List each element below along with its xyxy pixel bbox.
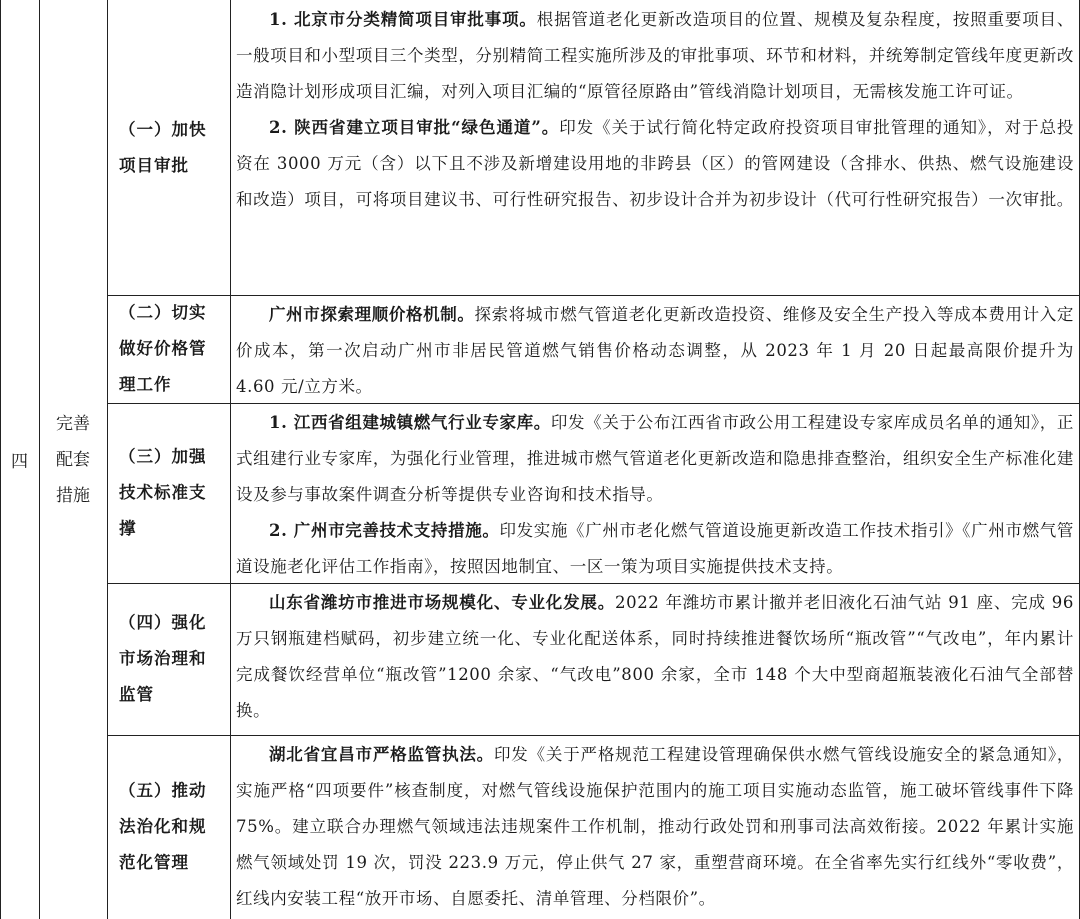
content-cell [230,295,1080,403]
paragraph [236,297,1074,405]
paragraph-text: 探索将城市燃气管道老化更新改造投资、维修及安全生产投入等成本费用计入定价成本，第一次启动广州市非居民管道燃气销售价格动态调整，从 2023 年 1 月 20 日起最高限价提升为 4.60 元/立方米。 [236,305,1075,396]
paragraph-lead: 湖北省宜昌市严格监管执法。 [269,745,494,764]
paragraph-lead: 2. 陕西省建立项目审批“绿色通道”。 [269,118,560,137]
paragraph-lead: 山东省潍坊市推进市场规模化、专业化发展。 [269,593,616,612]
subtitle-line: 撑 [119,519,137,538]
paragraph-text: 印发《关于公布江西省市政公用工程建设专家库成员名单的通知》，正式组建行业专家库，为强化行业管理，推进城市燃气管道老化更新改造和隐患排查整治，组织安全生产标准化建设及参与事故案件调查分析等提供专业咨询和技术指导。 [236,413,1074,504]
content-cell [230,403,1080,583]
content-cell [230,735,1080,919]
section-title-line: 措施 [56,485,90,506]
subtitle-line: （三）加强 [119,447,207,466]
paragraph-lead: 广州市探索理顺价格机制。 [269,305,475,324]
paragraph [236,513,1074,585]
paragraph-text: 印发《关于试行简化特定政府投资项目审批管理的通知》，对于总投资在 3000 万元（含）以下且不涉及新增建设用地的非跨县（区）的管网建设（含排水、供热、燃气设施建设和改造）项目，可将项目建议书、可行性研究报告、初步设计合并为初步设计（代可行性研究报告）一次审批。 [236,118,1075,209]
subtitle-line: （一）加快 [119,119,207,139]
paragraph [236,405,1074,513]
subtitle-cell [107,403,230,583]
subtitle-cell [107,735,230,919]
content-cell [230,583,1080,735]
subtitle-cell [107,0,230,295]
section-title [39,0,107,919]
subtitle-line: （五）推动 [119,781,207,800]
paragraph-text: 根据管道老化更新改造项目的位置、规模及复杂程度，按照重要项目、一般项目和小型项目三个类型，分别精简工程实施所涉及的审批事项、环节和材料，并统筹制定管线年度更新改造消隐计划形成项目汇编，对列入项目汇编的“原管径原路由”管线消隐计划项目，无需核发施工许可证。 [236,10,1074,101]
paragraph [236,110,1074,218]
subtitle-line: （四）强化 [119,613,207,632]
subtitle-line: 法治化和规 [119,817,207,836]
subtitle-line: 理工作 [119,375,172,394]
paragraph-text: 印发实施《广州市老化燃气管道设施更新改造工作技术指引》《广州市燃气管道设施老化评估工作指南》，按照因地制宜、一区一策为项目实施提供技术支持。 [236,521,1074,576]
subtitle-line: 监管 [119,685,154,704]
section-title-line: 完善 [56,413,90,434]
paragraph-text: 印发《关于严格规范工程建设管理确保供水燃气管线设施安全的紧急通知》，实施严格“四项要件”核查制度，对燃气管线设施保护范围内的施工项目实施动态监管，施工破坏管线事件下降 75%。建立联合办理燃气领域违法违规案件工作机制，推动行政处罚和刑事司法高效衔接。2022 年累计实施燃气领域处罚 19 次，罚没 223.9 万元，停止供气 27 家，重塑营商环境。在全省率先实行红线外“零收费”，红线内安装工程“放开市场、自愿委托、清单管理、分档限价”。 [236,745,1074,908]
subtitle-line: （二）切实 [119,303,207,322]
paragraph-text: 2022 年潍坊市累计撤并老旧液化石油气站 91 座、完成 96 万只钢瓶建档赋码，初步建立统一化、专业化配送体系，同时持续推进餐饮场所“瓶改管”“气改电”，年内累计完成餐饮经营单位“瓶改管”1200 余家、“气改电”800 余家，全市 148 个大中型商超瓶装液化石油气全部替换。 [236,593,1074,720]
subtitle-line: 做好价格管 [119,339,207,358]
subtitle-line: 范化管理 [119,853,189,872]
paragraph-lead: 2. 广州市完善技术支持措施。 [269,521,500,540]
paragraph [236,585,1074,729]
section-number: 四 [11,452,28,472]
content-cell [230,0,1080,295]
paragraph-lead: 1. 江西省组建城镇燃气行业专家库。 [269,413,551,432]
section-title-line: 配套 [56,449,90,470]
subtitle-line: 市场治理和 [119,649,207,668]
paragraph-lead: 1. 北京市分类精简项目审批事项。 [269,10,537,29]
paragraph [236,737,1074,917]
subtitle-cell [107,295,230,403]
paragraph [236,2,1074,110]
subtitle-cell [107,583,230,735]
subtitle-line: 技术标准支 [119,483,207,502]
subtitle-line: 项目审批 [119,155,189,175]
